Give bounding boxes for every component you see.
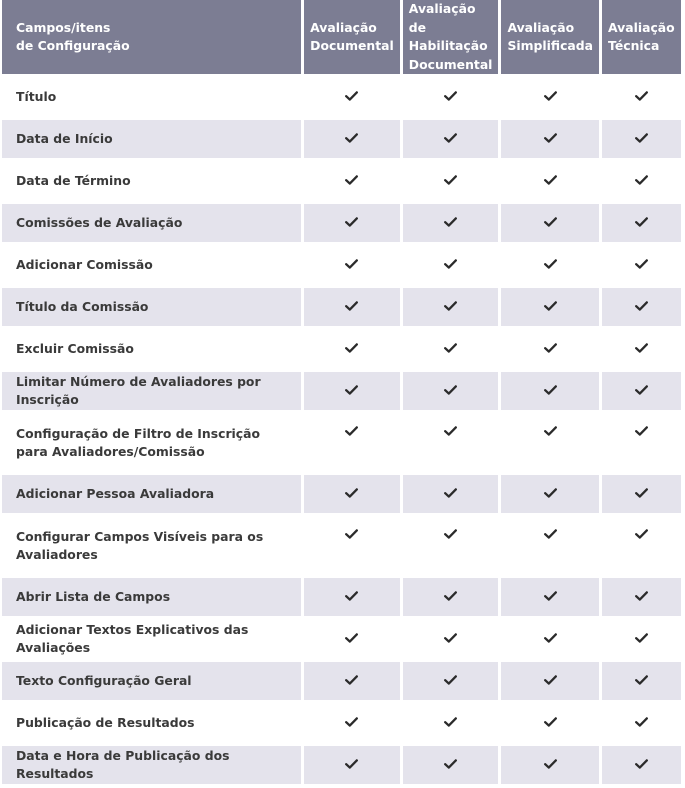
check-cell [403, 246, 499, 284]
check-icon [635, 217, 648, 227]
table-row [2, 120, 681, 158]
check-cell [602, 246, 681, 284]
row-label: Comissões de Avaliação [2, 204, 301, 242]
check-cell [403, 704, 499, 742]
row-label: Abrir Lista de Campos [2, 578, 301, 616]
check-icon [345, 633, 358, 643]
header-avaliacao-habilitacao-documental: Avaliação de Habilitação Documental [403, 0, 499, 74]
check-icon [444, 591, 457, 601]
check-icon [444, 633, 457, 643]
check-icon [345, 675, 358, 685]
check-cell [602, 578, 681, 616]
check-icon [635, 301, 648, 311]
check-cell [304, 78, 400, 116]
check-icon [444, 259, 457, 269]
check-cell [304, 246, 400, 284]
row-label: Data de Início [2, 120, 301, 158]
check-cell [602, 414, 681, 471]
check-icon [345, 91, 358, 101]
check-icon [444, 343, 457, 353]
check-icon [345, 488, 358, 498]
check-cell [403, 372, 499, 410]
check-cell [403, 330, 499, 368]
check-icon [444, 175, 457, 185]
check-cell [403, 120, 499, 158]
check-cell [304, 517, 400, 574]
check-cell [403, 517, 499, 574]
check-cell [602, 120, 681, 158]
check-cell [501, 414, 599, 471]
check-icon [444, 133, 457, 143]
check-icon [444, 759, 457, 769]
table-header-row [2, 0, 681, 74]
check-cell [501, 288, 599, 326]
check-icon [635, 591, 648, 601]
check-cell [403, 204, 499, 242]
check-icon [635, 529, 648, 539]
check-icon [345, 385, 358, 395]
check-icon [635, 759, 648, 769]
check-cell [403, 620, 499, 658]
table-row [2, 704, 681, 742]
check-icon [544, 301, 557, 311]
check-cell [501, 120, 599, 158]
check-icon [444, 426, 457, 436]
check-cell [602, 704, 681, 742]
check-icon [544, 675, 557, 685]
check-icon [444, 217, 457, 227]
check-icon [635, 717, 648, 727]
check-icon [444, 675, 457, 685]
row-label: Texto Configuração Geral [2, 662, 301, 700]
check-cell [501, 475, 599, 513]
check-cell [403, 475, 499, 513]
check-cell [501, 330, 599, 368]
check-cell [403, 78, 499, 116]
table-row [2, 746, 681, 784]
table-row [2, 162, 681, 200]
check-cell [304, 330, 400, 368]
row-label: Título [2, 78, 301, 116]
check-cell [403, 288, 499, 326]
check-icon [544, 343, 557, 353]
check-cell [501, 662, 599, 700]
row-label: Adicionar Pessoa Avaliadora [2, 475, 301, 513]
check-icon [444, 91, 457, 101]
check-icon [544, 217, 557, 227]
check-icon [635, 633, 648, 643]
header-avaliacao-simplificada: Avaliação Simplificada [501, 0, 599, 74]
check-cell [501, 372, 599, 410]
check-cell [304, 162, 400, 200]
row-label: Adicionar Comissão [2, 246, 301, 284]
check-cell [602, 620, 681, 658]
check-icon [544, 633, 557, 643]
check-icon [635, 91, 648, 101]
check-cell [602, 78, 681, 116]
check-icon [345, 717, 358, 727]
row-label: Configuração de Filtro de Inscrição para Avaliadores/Comissão [2, 414, 301, 471]
check-icon [544, 488, 557, 498]
check-cell [304, 746, 400, 784]
row-label: Data e Hora de Publicação dos Resultados [2, 746, 301, 784]
check-cell [602, 288, 681, 326]
table-row [2, 578, 681, 616]
check-cell [602, 330, 681, 368]
check-cell [304, 204, 400, 242]
check-icon [345, 591, 358, 601]
header-fields-config: Campos/itens de Configuração [2, 0, 301, 74]
check-cell [304, 120, 400, 158]
check-icon [444, 717, 457, 727]
table-row [2, 414, 681, 471]
check-cell [304, 372, 400, 410]
check-icon [544, 759, 557, 769]
check-cell [602, 372, 681, 410]
check-cell [304, 414, 400, 471]
check-icon [635, 133, 648, 143]
check-cell [602, 746, 681, 784]
table-row [2, 288, 681, 326]
check-cell [304, 620, 400, 658]
check-cell [403, 414, 499, 471]
check-cell [602, 662, 681, 700]
check-cell [501, 162, 599, 200]
row-label: Excluir Comissão [2, 330, 301, 368]
table-row [2, 204, 681, 242]
table-row [2, 620, 681, 658]
check-cell [501, 578, 599, 616]
check-icon [345, 259, 358, 269]
check-icon [544, 259, 557, 269]
row-label: Limitar Número de Avaliadores por Inscrição [2, 372, 301, 410]
check-icon [544, 175, 557, 185]
check-icon [635, 259, 648, 269]
check-icon [544, 133, 557, 143]
check-icon [345, 301, 358, 311]
check-cell [501, 746, 599, 784]
check-cell [501, 620, 599, 658]
table-row [2, 475, 681, 513]
check-cell [501, 517, 599, 574]
check-cell [501, 704, 599, 742]
check-cell [501, 246, 599, 284]
check-icon [635, 343, 648, 353]
check-icon [635, 385, 648, 395]
row-label: Configurar Campos Visíveis para os Avaliadores [2, 517, 301, 574]
check-cell [304, 662, 400, 700]
check-icon [444, 529, 457, 539]
check-cell [403, 578, 499, 616]
row-label: Adicionar Textos Explicativos das Avaliações [2, 620, 301, 658]
header-avaliacao-tecnica: Avaliação Técnica [602, 0, 681, 74]
check-icon [345, 175, 358, 185]
table-row [2, 517, 681, 574]
check-cell [403, 162, 499, 200]
row-label: Título da Comissão [2, 288, 301, 326]
table-row [2, 330, 681, 368]
check-icon [544, 717, 557, 727]
check-icon [544, 529, 557, 539]
table-row [2, 662, 681, 700]
check-icon [544, 591, 557, 601]
check-cell [304, 288, 400, 326]
table-body [2, 78, 681, 784]
check-icon [635, 175, 648, 185]
check-icon [635, 488, 648, 498]
check-icon [544, 385, 557, 395]
check-icon [444, 488, 457, 498]
check-cell [501, 78, 599, 116]
check-icon [345, 529, 358, 539]
check-icon [345, 759, 358, 769]
check-cell [602, 162, 681, 200]
check-icon [444, 385, 457, 395]
row-label: Data de Término [2, 162, 301, 200]
check-cell [304, 475, 400, 513]
check-icon [345, 217, 358, 227]
header-avaliacao-documental: Avaliação Documental [304, 0, 400, 74]
check-icon [345, 426, 358, 436]
check-cell [403, 746, 499, 784]
check-cell [602, 204, 681, 242]
check-icon [635, 426, 648, 436]
table-row [2, 78, 681, 116]
check-icon [345, 343, 358, 353]
check-cell [304, 578, 400, 616]
row-label: Publicação de Resultados [2, 704, 301, 742]
check-icon [544, 426, 557, 436]
check-cell [602, 517, 681, 574]
table-row [2, 372, 681, 410]
table-row [2, 246, 681, 284]
check-icon [544, 91, 557, 101]
check-icon [444, 301, 457, 311]
check-cell [403, 662, 499, 700]
check-cell [501, 204, 599, 242]
check-cell [602, 475, 681, 513]
check-icon [345, 133, 358, 143]
check-icon [635, 675, 648, 685]
check-cell [304, 704, 400, 742]
